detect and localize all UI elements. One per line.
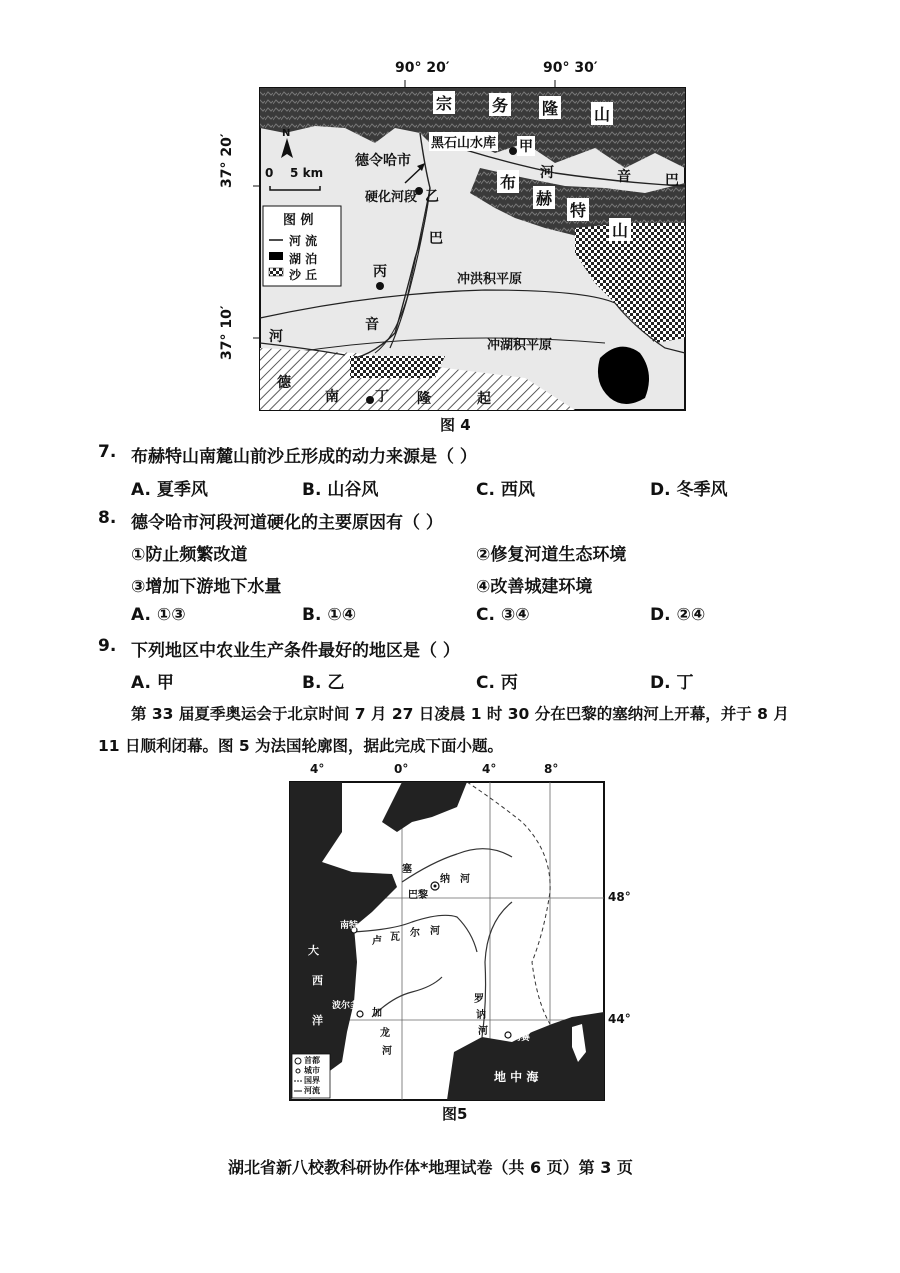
legend-river: 河 流	[289, 234, 318, 248]
river-e-2: 音	[617, 169, 631, 185]
legend-title: 图 例	[283, 213, 314, 228]
q8-option-a[interactable]: A. ①③	[131, 605, 186, 625]
garonne-2: 龙	[380, 1028, 390, 1039]
figure-5-map	[282, 762, 642, 1122]
jia-label: 甲	[517, 136, 535, 156]
q8-item-3: ③增加下游地下水量	[131, 577, 282, 597]
q8-text: 德令哈市河段河道硬化的主要原因有（ ）	[131, 513, 443, 533]
marseille-marker	[505, 1032, 511, 1038]
ding-label: 丁	[375, 389, 389, 405]
legend5-capital: 首都	[304, 1056, 320, 1065]
yi-label: 乙	[425, 189, 439, 205]
q8-item-2: ②修复河道生态环境	[476, 545, 627, 565]
passage-line-1: 第 33 届夏季奥运会于北京时间 7 月 27 日凌晨 1 时 30 分在巴黎的塞纳河上开幕，并于 8 月	[131, 705, 789, 723]
hardened-label: 硬化河段	[365, 190, 418, 205]
seine-2: 纳	[440, 874, 450, 885]
fig5-lon-2: 0°	[394, 762, 409, 776]
plain-lacustrine-label: 冲湖积平原	[487, 338, 553, 353]
loire-1: 卢	[372, 936, 382, 947]
lat-label-2: 37° 10′	[219, 305, 235, 360]
mtn-e-2: 赫	[533, 186, 555, 209]
atlantic-1: 大	[308, 944, 319, 957]
river-m-2: 音	[365, 317, 379, 333]
point-bing	[376, 282, 384, 290]
fig5-lon-4: 8°	[544, 762, 559, 776]
seine-1: 塞	[402, 864, 412, 875]
south-2: 南	[325, 389, 339, 405]
q7-option-c[interactable]: C. 西风	[476, 480, 535, 500]
mtn-e-1: 布	[497, 170, 519, 193]
q8-option-b[interactable]: B. ①④	[302, 605, 357, 625]
rhone-2: 讷	[476, 1010, 486, 1021]
south-4: 起	[477, 391, 491, 407]
plain-alluvial-label: 冲洪积平原	[457, 272, 523, 287]
q8-number: 8.	[98, 508, 117, 528]
q9-option-c[interactable]: C. 丙	[476, 673, 518, 693]
q9-number: 9.	[98, 636, 117, 656]
mtn-n-3: 隆	[539, 96, 561, 119]
fig5-lon-1: 4°	[310, 762, 325, 776]
q8-option-c[interactable]: C. ③④	[476, 605, 530, 625]
garonne-3: 河	[382, 1046, 392, 1057]
north-label: N	[282, 128, 291, 139]
south-3: 隆	[417, 391, 431, 407]
mediterranean-label: 地 中 海	[494, 1070, 539, 1084]
page-footer: 湖北省新八校教科研协作体*地理试卷（共 6 页）第 3 页	[228, 1158, 633, 1177]
marseille-label: 马赛	[512, 1033, 531, 1043]
city-label: 德令哈市	[355, 153, 411, 169]
q7-option-a[interactable]: A. 夏季风	[131, 480, 208, 500]
river-e-1: 河	[540, 165, 554, 181]
scale-label: 0 5 km	[265, 166, 324, 180]
loire-2: 瓦	[390, 932, 400, 943]
legend5-border: 国界	[304, 1076, 320, 1085]
legend5-river: 河流	[304, 1086, 320, 1095]
river-e-3: 巴	[665, 173, 679, 189]
mtn-n-1: 宗	[433, 91, 455, 114]
bing-label: 丙	[373, 264, 387, 280]
legend-lake: 湖 泊	[289, 252, 318, 266]
figure-5-caption: 图5	[442, 1105, 468, 1123]
figure-5	[282, 762, 642, 1122]
fig5-lon-3: 4°	[482, 762, 497, 776]
mtn-e-4: 山	[609, 218, 631, 241]
q7-option-d[interactable]: D. 冬季风	[650, 480, 728, 500]
rhone-1: 罗	[474, 994, 484, 1005]
loire-3: 尔	[410, 928, 420, 939]
mtn-n-4: 山	[591, 102, 613, 125]
bordeaux-label: 波尔多	[332, 1001, 360, 1011]
q8-option-d[interactable]: D. ②④	[650, 605, 706, 625]
q7-text: 布赫特山南麓山前沙丘形成的动力来源是（ ）	[131, 447, 477, 467]
mtn-e-3: 特	[567, 198, 589, 221]
fig5-lat-2: 44°	[608, 1012, 631, 1026]
lon-label-1: 90° 20′	[395, 60, 450, 76]
atlantic-3: 洋	[312, 1014, 323, 1027]
garonne-1: 加	[372, 1008, 382, 1019]
q9-option-d[interactable]: D. 丁	[650, 673, 694, 693]
legend-dune: 沙 丘	[289, 268, 318, 282]
rhone-3: 河	[478, 1026, 488, 1037]
passage-line-2: 11 日顺利闭幕。图 5 为法国轮廓图，据此完成下面小题。	[98, 737, 504, 755]
figure-4	[219, 58, 705, 438]
figure-4-caption: 图 4	[440, 416, 471, 434]
river-m-3: 河	[269, 329, 283, 345]
q7-option-b[interactable]: B. 山谷风	[302, 480, 379, 500]
point-jia	[509, 147, 517, 155]
q9-text: 下列地区中农业生产条件最好的地区是（ ）	[131, 641, 460, 661]
nantes-label: 南特	[340, 921, 359, 931]
q8-item-1: ①防止频繁改道	[131, 545, 248, 565]
q9-option-a[interactable]: A. 甲	[131, 673, 174, 693]
river-m-1: 巴	[429, 231, 443, 247]
lat-label-1: 37° 20′	[219, 133, 235, 188]
reservoir-label: 黑石山水库	[429, 132, 498, 151]
point-ding	[366, 396, 374, 404]
legend5-city: 城市	[304, 1066, 320, 1075]
lon-label-2: 90° 30′	[543, 60, 598, 76]
loire-4: 河	[430, 926, 440, 937]
q9-option-b[interactable]: B. 乙	[302, 673, 345, 693]
atlantic-2: 西	[312, 974, 323, 987]
south-1: 德	[277, 375, 291, 391]
mtn-n-2: 务	[489, 93, 511, 116]
q8-item-4: ④改善城建环境	[476, 577, 593, 597]
fig5-lat-1: 48°	[608, 890, 631, 904]
paris-label: 巴黎	[408, 890, 428, 901]
seine-3: 河	[460, 874, 470, 885]
q7-number: 7.	[98, 442, 117, 462]
dune-south	[350, 356, 445, 378]
bordeaux-marker	[357, 1011, 363, 1017]
